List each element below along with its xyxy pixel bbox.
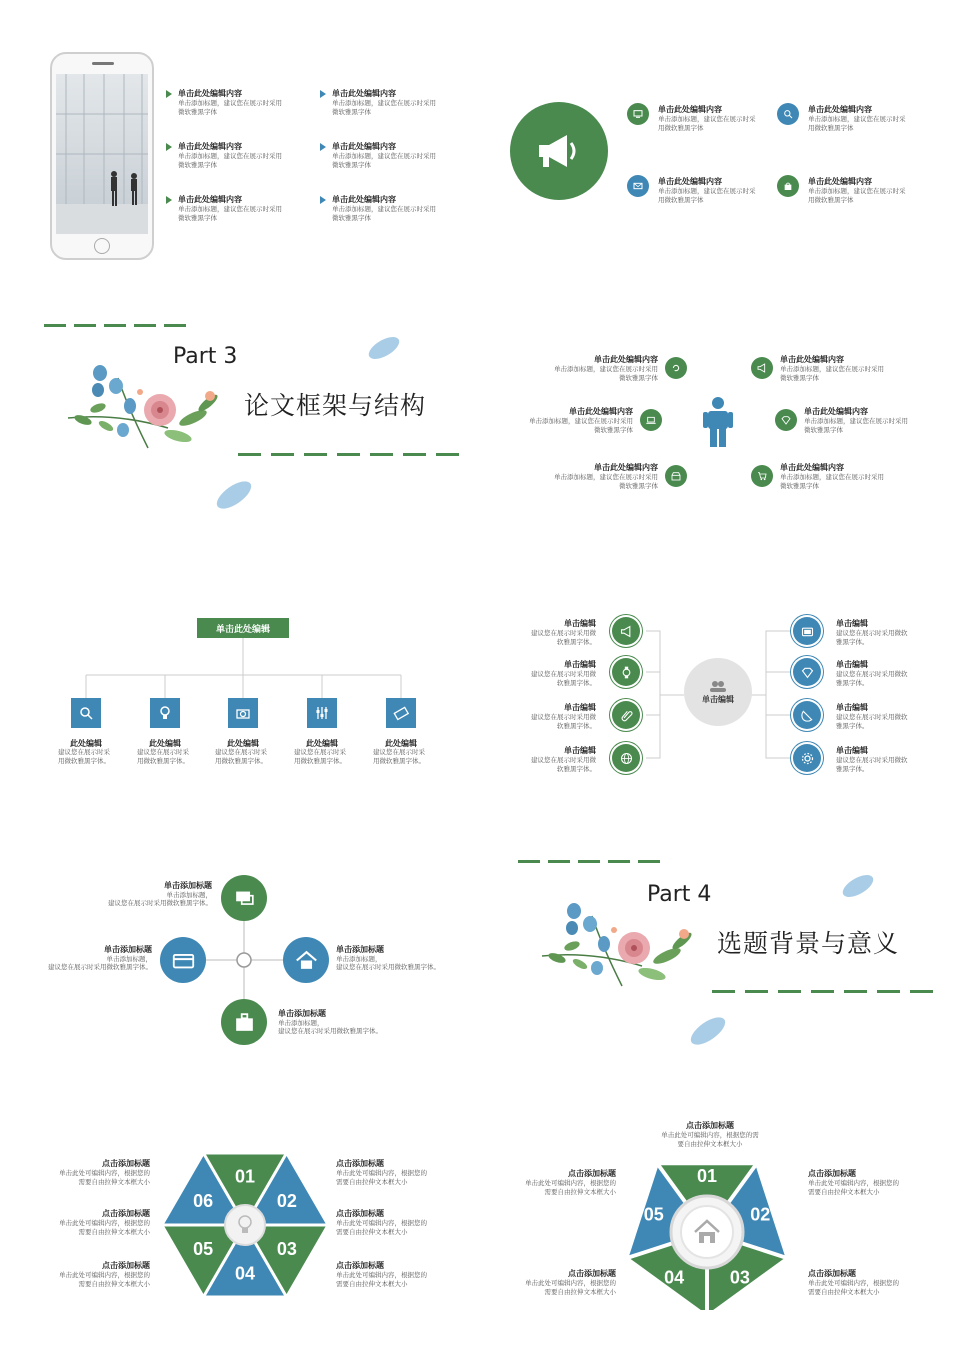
item-description[interactable]: 单击此处可编辑内容，根据您的需要自由拉伸文本框大小 (336, 1169, 427, 1186)
item-description[interactable]: 单击此处可编辑内容，根据您的需要自由拉伸文本框大小 (808, 1279, 899, 1296)
item-title[interactable]: 单击编辑 (836, 746, 868, 755)
item-description[interactable]: 建议您在展示时采用微软雅黑字体。 (48, 963, 152, 971)
bag-button[interactable] (777, 175, 799, 197)
chat-icon (232, 886, 257, 911)
sliders-icon (313, 704, 331, 722)
item-title[interactable]: 单击此处编辑内容 (594, 463, 658, 472)
part-title: 选题背景与意义 (717, 929, 900, 958)
tv-icon (800, 624, 815, 639)
dash-segment (164, 324, 186, 327)
laptop-icon (645, 414, 657, 426)
item-title[interactable]: 单击此处编辑内容 (332, 195, 396, 204)
item-description[interactable]: 建议您在展示时采用微软雅黑字体。 (294, 748, 346, 765)
leaf-decoration (838, 872, 878, 900)
item-description[interactable]: 建议您在展示时采用微软雅黑字体。 (836, 629, 908, 646)
item-title[interactable]: 单击编辑 (836, 703, 868, 712)
dash-segment (238, 453, 261, 456)
bulb-icon (156, 704, 174, 722)
item-title[interactable]: 此处编辑 (306, 739, 338, 748)
search-button[interactable] (777, 103, 799, 125)
item-title[interactable]: 单击编辑 (836, 660, 868, 669)
phone-speaker (92, 62, 114, 65)
ticket-icon (392, 704, 410, 722)
item-description[interactable]: 单击添加标题，建议您在展示时采用微软雅黑字体 (658, 187, 756, 204)
item-title[interactable]: 单击此处编辑内容 (332, 142, 396, 151)
item-description[interactable]: 建议您在展示时采用微软雅黑字体。 (336, 963, 440, 971)
leaf-decoration (684, 1014, 732, 1048)
megaphone-button[interactable] (612, 617, 640, 645)
item-description[interactable]: 单击添加标题，建议您在展示时采用微软雅黑字体 (332, 152, 436, 169)
mail-icon (632, 180, 644, 192)
dash-segment (74, 324, 96, 327)
item-description[interactable]: 建议您在展示时采用微软雅黑字体。 (108, 899, 212, 907)
item-title[interactable]: 单击此处编辑内容 (804, 407, 868, 416)
office-photo (56, 74, 148, 234)
item-description[interactable]: 单击此处可编辑内容，根据您的需要自由拉伸文本框大小 (59, 1219, 150, 1236)
item-title[interactable]: 单击此处编辑内容 (178, 142, 242, 151)
org-node[interactable] (71, 698, 101, 728)
item-title[interactable]: 单击添加标题 (104, 945, 152, 954)
item-title[interactable]: 点击添加标题 (336, 1209, 384, 1218)
item-description[interactable]: 建议您在展示时采用微软雅黑字体。 (373, 748, 425, 765)
item-title[interactable]: 单击此处编辑内容 (808, 105, 872, 114)
part-label: Part 4 (647, 882, 712, 907)
item-title[interactable]: 点击添加标题 (568, 1169, 616, 1178)
item-description[interactable]: 单击添加标题， (166, 891, 212, 899)
item-description[interactable]: 单击此处可编辑内容，根据您的需要自由拉伸文本框大小 (59, 1271, 150, 1288)
phone-screen (56, 74, 148, 234)
org-node[interactable] (386, 698, 416, 728)
item-title[interactable]: 此处编辑 (149, 739, 181, 748)
dash-segment (778, 990, 801, 993)
item-title[interactable]: 单击添加标题 (278, 1009, 326, 1018)
item-description[interactable]: 建议您在展示时采用微软雅黑字体。 (531, 629, 596, 646)
part-title: 论文框架与结构 (244, 391, 427, 420)
dash-segment (271, 453, 294, 456)
shop-icon (670, 470, 682, 482)
item-description[interactable]: 单击添加标题，建议您在展示时采用微软雅黑字体 (554, 473, 658, 490)
team-icon (709, 680, 727, 692)
slide-megaphone (480, 0, 960, 270)
item-title[interactable]: 单击此处编辑内容 (594, 355, 658, 364)
item-description[interactable]: 建议您在展示时采用微软雅黑字体。 (58, 748, 110, 765)
paperclip-button[interactable] (612, 701, 640, 729)
item-description[interactable]: 单击添加标题，建议您在展示时采用微软雅黑字体 (332, 99, 436, 116)
item-title[interactable]: 单击此处编辑内容 (569, 407, 633, 416)
item-description[interactable]: 单击添加标题，建议您在展示时采用微软雅黑字体 (808, 115, 906, 132)
home-icon (294, 948, 319, 973)
dash-segment (337, 453, 360, 456)
dash-segment (608, 860, 630, 863)
laptop-button[interactable] (640, 409, 662, 431)
refresh-icon (670, 362, 682, 374)
item-title[interactable]: 点击添加标题 (336, 1261, 384, 1270)
item-description[interactable]: 建议您在展示时采用微软雅黑字体。 (137, 748, 189, 765)
segment-number: 06 (193, 1190, 214, 1211)
item-description[interactable]: 单击此处可编辑内容，根据您的需要自由拉伸文本框大小 (336, 1271, 427, 1288)
dash-segment (638, 860, 660, 863)
item-description[interactable]: 单击添加标题，建议您在展示时采用微软雅黑字体 (808, 187, 906, 204)
item-description[interactable]: 单击添加标题，建议您在展示时采用微软雅黑字体 (804, 417, 908, 434)
refresh-button[interactable] (665, 357, 687, 379)
person-icon (702, 396, 734, 448)
megaphone-icon (756, 362, 768, 374)
segment-number: 01 (234, 1166, 256, 1187)
item-title[interactable]: 单击此处编辑内容 (808, 177, 872, 186)
item-title[interactable]: 单击此处编辑内容 (178, 195, 242, 204)
dash-segment (578, 860, 600, 863)
item-title[interactable]: 此处编辑 (227, 739, 259, 748)
hub-center-label: 单击编辑 (702, 694, 734, 704)
gear-icon (800, 751, 815, 766)
item-title[interactable]: 点击添加标题 (568, 1269, 616, 1278)
globe-button[interactable] (612, 744, 640, 772)
item-description[interactable]: 单击此处可编辑内容，根据您的需要自由拉伸文本框大小 (525, 1279, 616, 1296)
item-title[interactable]: 单击编辑 (836, 619, 868, 628)
phone-mockup (50, 52, 154, 260)
item-description[interactable]: 单击添加标题，建议您在展示时采用微软雅黑字体 (529, 417, 633, 434)
item-title[interactable]: 单击此处编辑内容 (178, 89, 242, 98)
dash-segment (548, 860, 570, 863)
item-description[interactable]: 单击添加标题，建议您在展示时采用微软雅黑字体 (780, 365, 884, 382)
item-title[interactable]: 单击编辑 (564, 703, 596, 712)
dash-segment (134, 324, 156, 327)
hexagon-center (225, 1205, 265, 1245)
dash-segment (518, 860, 540, 863)
item-description[interactable]: 单击添加标题， (278, 1019, 324, 1027)
floral-decoration (58, 358, 238, 458)
chat-button[interactable] (221, 875, 267, 921)
paperclip-icon (619, 708, 634, 723)
item-description[interactable]: 单击添加标题，建议您在展示时采用微软雅黑字体 (178, 152, 282, 169)
bullet-triangle (166, 143, 172, 151)
monitor-icon (632, 108, 644, 120)
segment-number: 03 (729, 1267, 750, 1288)
hub-center[interactable] (684, 658, 752, 726)
segment-number: 04 (234, 1263, 256, 1284)
item-title[interactable]: 点击添加标题 (336, 1159, 384, 1168)
org-node[interactable] (307, 698, 337, 728)
slide-phone-list (0, 0, 480, 270)
item-description[interactable]: 单击此处可编辑内容，根据您的需要自由拉伸文本框大小 (808, 1179, 899, 1196)
dash-segment (910, 990, 933, 993)
phone-home-button (94, 238, 110, 254)
dash-segment (436, 453, 459, 456)
megaphone-button[interactable] (751, 357, 773, 379)
dash-segment (370, 453, 393, 456)
item-title[interactable]: 单击此处编辑内容 (658, 105, 722, 114)
megaphone-icon (619, 624, 634, 639)
megaphone-circle (510, 102, 608, 200)
item-title[interactable]: 点击添加标题 (808, 1269, 856, 1278)
monitor-button[interactable] (627, 103, 649, 125)
cart-icon (756, 470, 768, 482)
part-label: Part 3 (173, 344, 238, 369)
bag-icon (782, 180, 794, 192)
item-description[interactable]: 单击添加标题， (336, 955, 382, 963)
dash-segment (104, 324, 126, 327)
item-title[interactable]: 点击添加标题 (808, 1169, 856, 1178)
item-title[interactable]: 此处编辑 (70, 739, 102, 748)
item-title[interactable]: 单击此处编辑内容 (780, 463, 844, 472)
card-button[interactable] (160, 937, 206, 983)
item-title[interactable]: 单击编辑 (564, 746, 596, 755)
segment-number: 01 (696, 1166, 718, 1186)
org-connectors (0, 540, 480, 810)
slide-part3 (0, 270, 480, 540)
shop-button[interactable] (665, 465, 687, 487)
item-description[interactable]: 建议您在展示时采用微软雅黑字体。 (215, 748, 267, 765)
slide-person-icons (480, 270, 960, 540)
slide-hub-diagram (480, 540, 960, 810)
item-description[interactable]: 单击此处可编辑内容，根据您的需要自由拉伸文本框大小 (336, 1219, 427, 1236)
diamond-button[interactable] (775, 409, 797, 431)
item-title[interactable]: 单击此处编辑内容 (658, 177, 722, 186)
slide-hexagon (0, 1080, 480, 1350)
bullet-triangle (320, 143, 326, 151)
watch-button[interactable] (612, 658, 640, 686)
item-title[interactable]: 点击添加标题 (102, 1261, 150, 1270)
item-description[interactable]: 建议您在展示时采用微软雅黑字体。 (836, 713, 908, 730)
segment-number: 02 (276, 1190, 297, 1211)
satellite-icon (800, 708, 815, 723)
item-description[interactable]: 建议您在展示时采用微软雅黑字体。 (531, 713, 596, 730)
dash-segment (844, 990, 867, 993)
segment-number: 03 (276, 1239, 297, 1260)
segment-number: 02 (750, 1204, 771, 1225)
item-description[interactable]: 单击添加标题， (106, 955, 152, 963)
item-title[interactable]: 单击此处编辑内容 (780, 355, 844, 364)
card-icon (171, 948, 196, 973)
item-title[interactable]: 单击添加标题 (336, 945, 384, 954)
floral-decoration (532, 896, 712, 996)
gear-button[interactable] (793, 744, 821, 772)
item-description[interactable]: 单击此处可编辑内容，根据您的需要自由拉伸文本框大小 (661, 1131, 759, 1148)
search-icon (782, 108, 794, 120)
item-description[interactable]: 建议您在展示时采用微软雅黑字体。 (531, 756, 596, 773)
item-description[interactable]: 单击添加标题，建议您在展示时采用微软雅黑字体 (178, 99, 282, 116)
item-description[interactable]: 单击添加标题，建议您在展示时采用微软雅黑字体 (554, 365, 658, 382)
diamond-icon (780, 414, 792, 426)
item-title[interactable]: 点击添加标题 (102, 1209, 150, 1218)
diamond-icon (800, 665, 815, 680)
watch-icon (619, 665, 634, 680)
item-title[interactable]: 单击添加标题 (164, 881, 212, 890)
bullet-triangle (166, 196, 172, 204)
globe-icon (619, 751, 634, 766)
item-description[interactable]: 建议您在展示时采用微软雅黑字体。 (836, 756, 908, 773)
item-description[interactable]: 单击添加标题，建议您在展示时采用微软雅黑字体 (178, 205, 282, 222)
leaf-decoration (210, 478, 258, 512)
slide-org-chart (0, 540, 480, 810)
item-title[interactable]: 单击此处编辑内容 (332, 89, 396, 98)
satellite-button[interactable] (793, 701, 821, 729)
hexagon-diagram (160, 1150, 330, 1300)
item-title[interactable]: 点击添加标题 (686, 1121, 734, 1130)
item-description[interactable]: 建议您在展示时采用微软雅黑字体。 (531, 670, 596, 687)
pentagon-diagram (622, 1150, 792, 1310)
segment-number: 05 (643, 1204, 664, 1225)
home-button[interactable] (283, 937, 329, 983)
org-node[interactable] (150, 698, 180, 728)
dash-segment (877, 990, 900, 993)
slide-part4 (480, 810, 960, 1080)
tv-button[interactable] (793, 617, 821, 645)
item-title[interactable]: 单击编辑 (564, 660, 596, 669)
slide-cross-diagram (0, 810, 480, 1080)
segment-number: 05 (193, 1239, 214, 1260)
item-description[interactable]: 单击添加标题，建议您在展示时采用微软雅黑字体 (658, 115, 756, 132)
org-node[interactable] (228, 698, 258, 728)
item-title[interactable]: 单击编辑 (564, 619, 596, 628)
item-description[interactable]: 单击此处可编辑内容，根据您的需要自由拉伸文本框大小 (59, 1169, 150, 1186)
dash-segment (712, 990, 735, 993)
diamond-button[interactable] (793, 658, 821, 686)
bullet-triangle (166, 90, 172, 98)
bullet-triangle (320, 196, 326, 204)
item-description[interactable]: 单击此处可编辑内容，根据您的需要自由拉伸文本框大小 (525, 1179, 616, 1196)
megaphone-icon (531, 123, 587, 179)
bullet-triangle (320, 90, 326, 98)
item-description[interactable]: 建议您在展示时采用微软雅黑字体。 (836, 670, 908, 687)
briefcase-icon (232, 1010, 257, 1035)
dash-segment (304, 453, 327, 456)
cart-button[interactable] (751, 465, 773, 487)
search-icon (77, 704, 95, 722)
dash-segment (403, 453, 426, 456)
item-title[interactable]: 此处编辑 (385, 739, 417, 748)
camera-icon (234, 704, 252, 722)
item-description[interactable]: 单击添加标题，建议您在展示时采用微软雅黑字体 (780, 473, 884, 490)
item-title[interactable]: 点击添加标题 (102, 1159, 150, 1168)
dash-segment (811, 990, 834, 993)
item-description[interactable]: 建议您在展示时采用微软雅黑字体。 (278, 1027, 382, 1035)
leaf-decoration (364, 334, 404, 362)
mail-button[interactable] (627, 175, 649, 197)
org-header-label: 单击此处编辑 (215, 624, 270, 635)
item-description[interactable]: 单击添加标题，建议您在展示时采用微软雅黑字体 (332, 205, 436, 222)
slide-pentagon (480, 1080, 960, 1350)
dash-segment (745, 990, 768, 993)
dash-segment (44, 324, 66, 327)
segment-number: 04 (664, 1267, 685, 1288)
briefcase-button[interactable] (221, 999, 267, 1045)
